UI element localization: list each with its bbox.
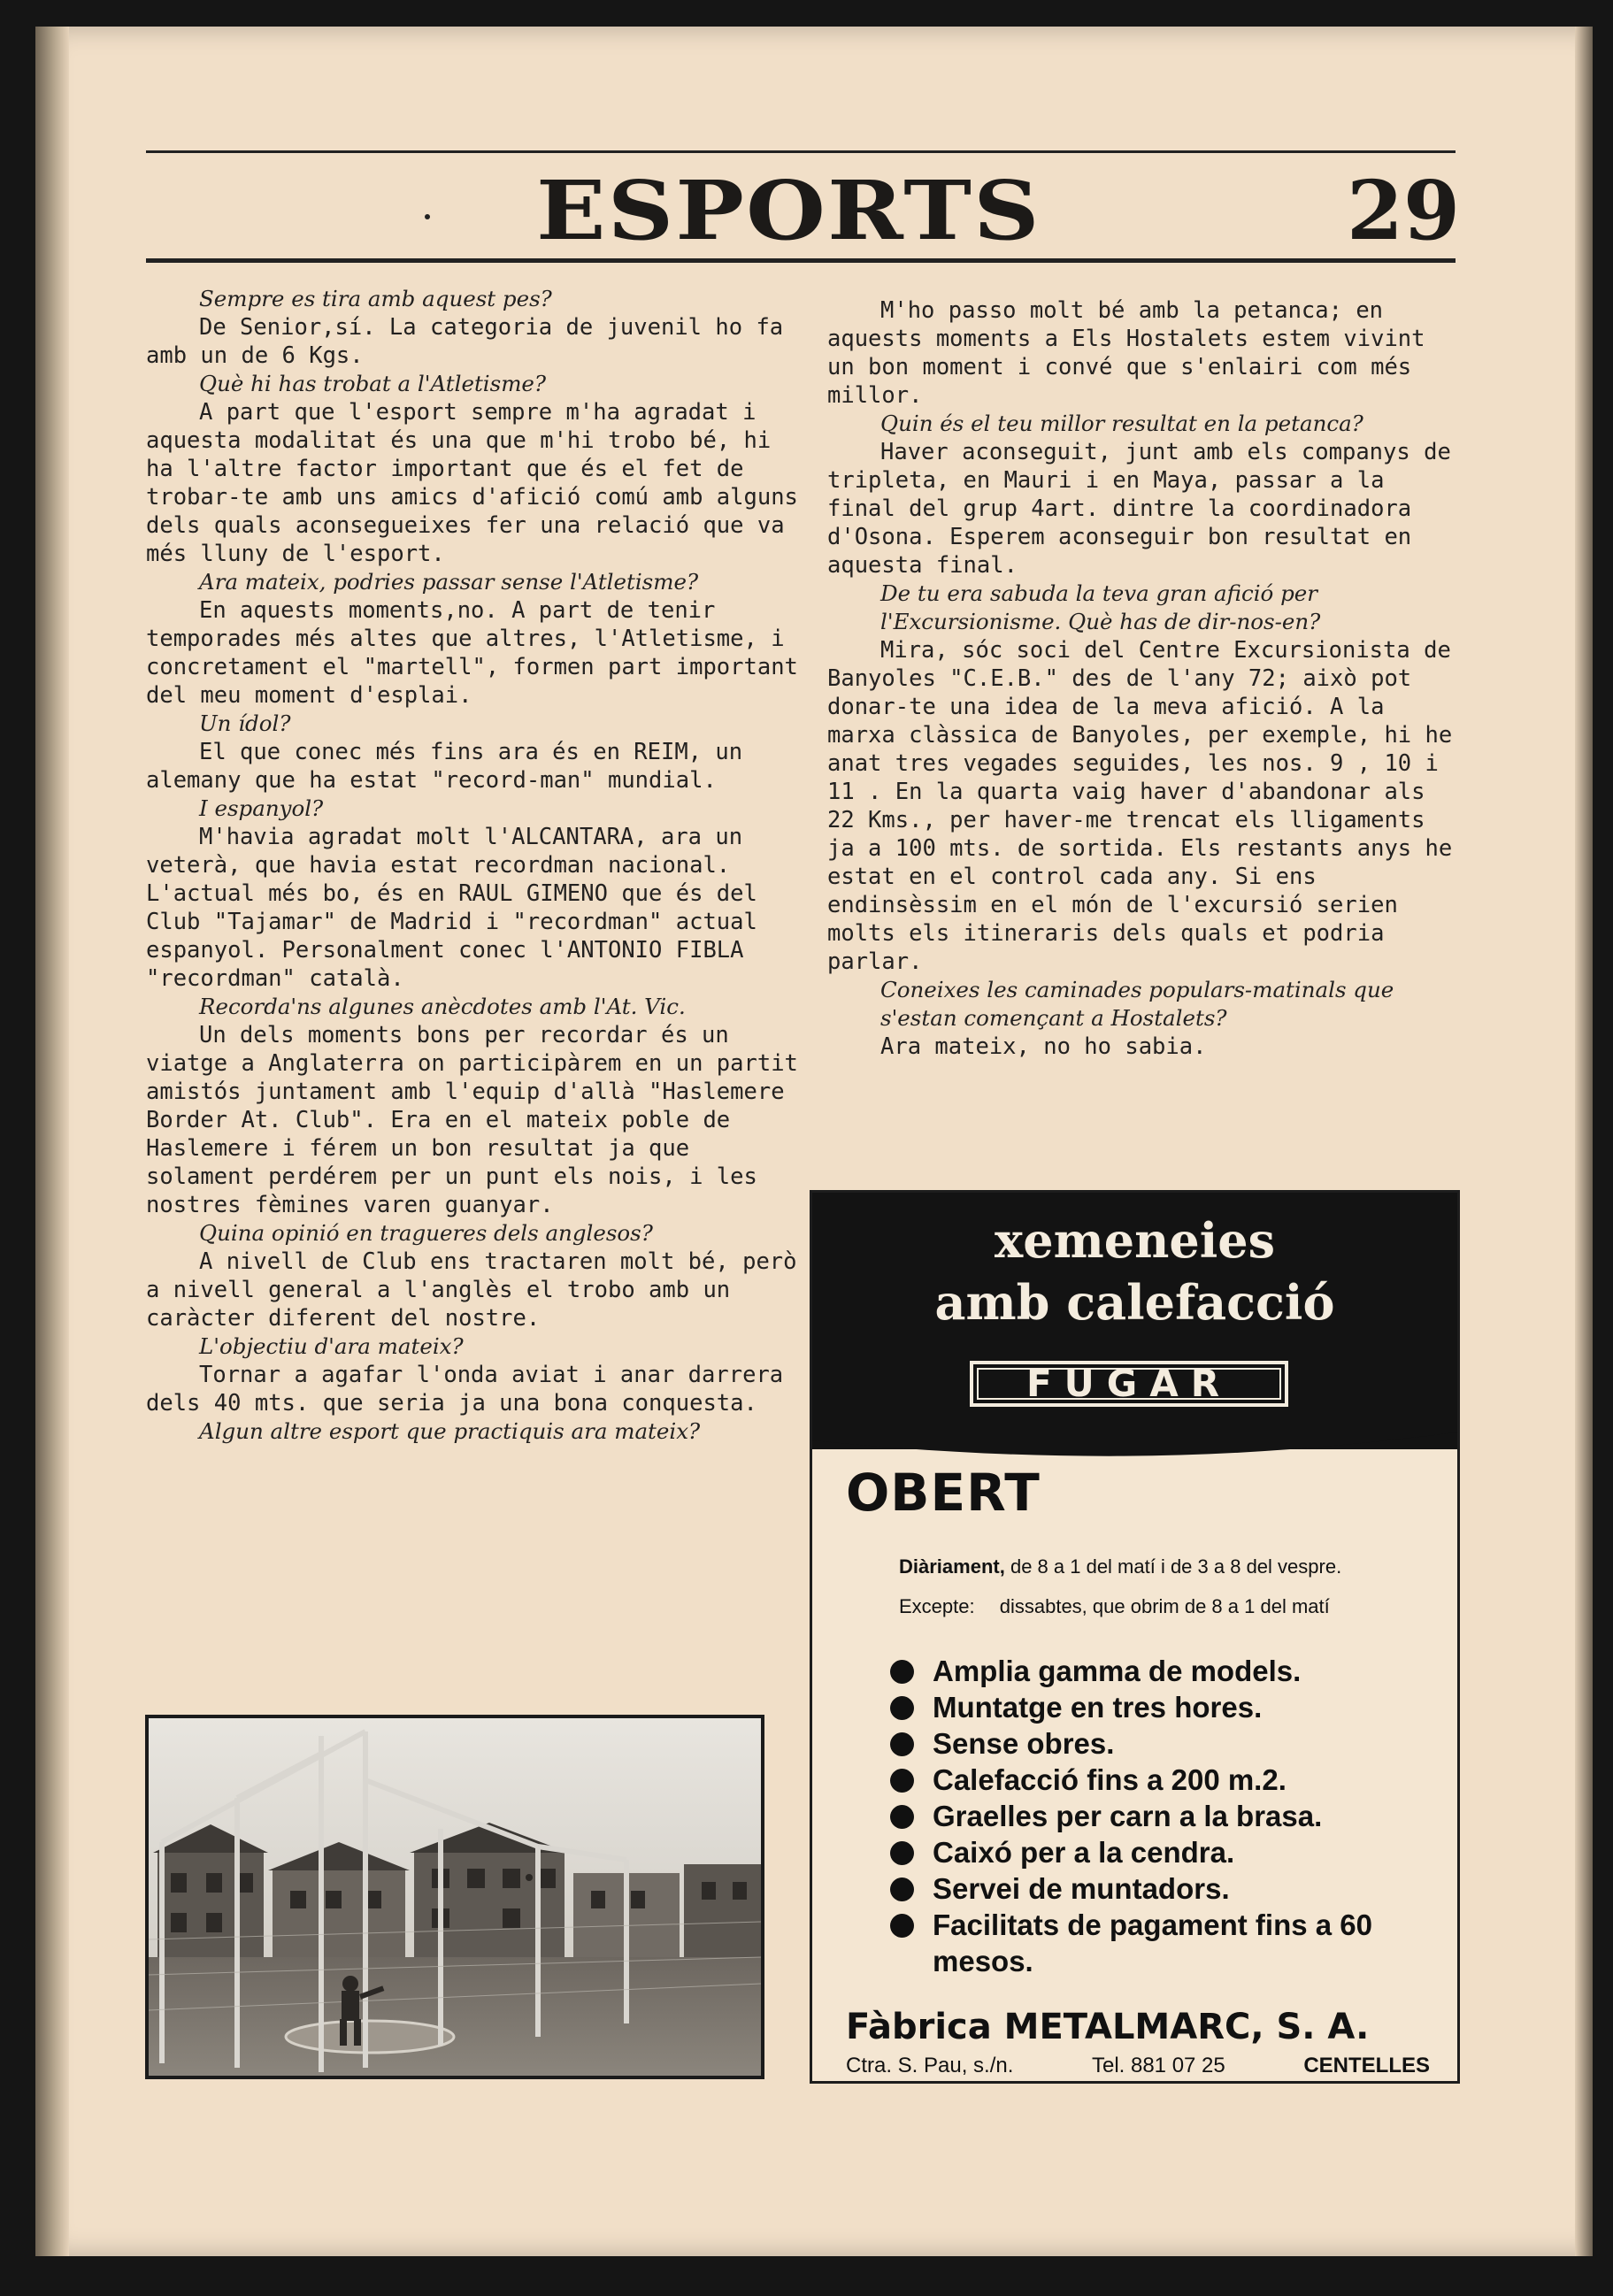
ad-feature-text: Graelles per carn a la brasa. (933, 1800, 1323, 1832)
photo-illustration (149, 1718, 761, 2076)
page-edge (1575, 27, 1593, 2256)
interview-answer: El que conec més fins ara és en REIM, un alemany que ha estat "record-man" mundial. (146, 739, 743, 794)
ad-feature-text: Sense obres. (933, 1727, 1115, 1760)
ad-feature-text: Calefacció fins a 200 m.2. (933, 1763, 1287, 1796)
ad-feature-text: Amplia gamma de models. (933, 1655, 1302, 1687)
interview-question: Què hi has trobat a l'Atletisme? (199, 371, 547, 396)
ad-exceptions (899, 1595, 1330, 1618)
interview-question: Quina opinió en tragueres dels anglesos? (199, 1220, 653, 1246)
hammer-throw-cage-photo (145, 1715, 764, 2079)
bullet-icon (890, 1732, 914, 1756)
ad-opening-hours (899, 1555, 1448, 1578)
bullet-icon (890, 1914, 914, 1938)
fugar-fireplace-advertisement (810, 1190, 1460, 2084)
interview-answer: Mira, sóc soci del Centre Excursionista de Banyoles "C.E.B." des de l'any 72; això pot donar-te una idea de la meva afició. A la marxa clàssica de Banyoles, per exemple, hi he anat tres vegades seguides, les nos. 9 , 10 i 11 . En la quarta vaig haver d'abandonar als 22 Kms., per haver-me trencat els lligaments ja a 100 mts. de sortida. Els restants anys he estat en el control cada any. Si ens endinsèssim en el món de l'excursió serien molts els itineraris dels quals et podria parlar. (827, 637, 1453, 975)
page-number: 29 (1346, 163, 1460, 258)
interview-question: Sempre es tira amb aquest pes? (199, 286, 552, 311)
interview-question: Coneixes les caminades populars-matinals que s'estan començant a Hostalets? (880, 977, 1394, 1031)
ad-headline-line1: xemeneies (995, 1212, 1275, 1269)
bullet-icon (890, 1696, 914, 1720)
magazine-page (35, 27, 1593, 2256)
ad-manufacturer: Fàbrica METALMARC, S. A. (846, 2007, 1370, 2047)
interview-question: De tu era sabuda la teva gran afició per l'Excursionisme. Què has de dir-nos-en? (880, 580, 1321, 634)
fugar-logo-frame (977, 1368, 1281, 1400)
ad-feature-item (890, 1725, 1439, 1762)
article-column-left (146, 285, 801, 1446)
bullet-icon (890, 1841, 914, 1865)
ad-feature-item (890, 1834, 1439, 1870)
interview-question: Un ídol? (199, 710, 291, 736)
interview-answer: A nivell de Club ens tractaren molt bé, però a nivell general a l'anglès el trobo amb un caràcter diferent del nostre. (146, 1248, 797, 1332)
bullet-icon (890, 1805, 914, 1829)
ad-address: Ctra. S. Pau, s./n. (846, 2054, 1014, 2077)
interview-question: Quin és el teu millor resultat en la petanca? (880, 411, 1363, 436)
bullet-icon (890, 1877, 914, 1901)
interview-answer: Tornar a agafar l'onda aviat i anar darrera dels 40 mts. que seria ja una bona conquesta. (146, 1362, 784, 1417)
ad-hours-label: Diàriament, (899, 1555, 1005, 1578)
ad-phone: Tel. 881 07 25 (1091, 2054, 1225, 2077)
header-dot (425, 214, 430, 219)
interview-answer: De Senior,sí. La categoria de juvenil ho fa amb un de 6 Kgs. (146, 314, 784, 369)
interview-question: Ara mateix, podries passar sense l'Atletisme? (199, 569, 699, 595)
ad-feature-item (890, 1870, 1439, 1907)
interview-answer: M'havia agradat molt l'ALCANTARA, ara un veterà, que havia estat recordman nacional. L'actual més bo, és en RAUL GIMENO que és del Club "Tajamar" de Madrid i "recordman" actual espanyol. Personalment conec l'ANTONIO FIBLA "recordman" català. (146, 824, 757, 992)
ad-headline-line2: amb calefacció (934, 1274, 1335, 1331)
interview-question: I espanyol? (199, 795, 324, 821)
bullet-icon (890, 1660, 914, 1684)
section-title: ESPORTS (536, 163, 1041, 258)
bullet-icon (890, 1769, 914, 1793)
ad-feature-item (890, 1907, 1439, 1979)
ad-feature-text: Caixó per a la cendra. (933, 1836, 1235, 1869)
article-column-right (827, 296, 1464, 1061)
ad-feature-item (890, 1762, 1439, 1798)
ad-header-band (812, 1193, 1457, 1449)
page-spine (35, 27, 69, 2256)
interview-answer: M'ho passo molt bé amb la petanca; en aquests moments a Els Hostalets estem vivint un bon moment i convé que s'enlairi com més millor. (827, 297, 1425, 409)
header-rule-bottom (146, 258, 1456, 263)
fugar-logo-text: FUGAR (1025, 1362, 1233, 1405)
ad-contact-line (846, 2054, 1430, 2078)
header-rule-top (146, 150, 1456, 153)
ad-feature-text: Servei de muntadors. (933, 1872, 1230, 1905)
interview-question: L'objectiu d'ara mateix? (199, 1333, 464, 1359)
interview-question: Recorda'ns algunes anècdotes amb l'At. Vic. (199, 994, 686, 1019)
ad-feature-text: Muntatge en tres hores. (933, 1691, 1263, 1724)
interview-answer: Ara mateix, no ho sabia. (880, 1033, 1207, 1060)
interview-answer: Haver aconseguit, junt amb els companys de tripleta, en Mauri i en Maya, passar a la final del grup 4art. dintre la coordinadora d'Osona. Esperem aconseguir bon resultat en aquesta final. (827, 439, 1451, 579)
ad-feature-text: Facilitats de pagament fins a 60 mesos. (933, 1908, 1372, 1977)
interview-answer: Un dels moments bons per recordar és un viatge a Anglaterra on participàrem en un partit amistós juntament amb l'equip d'allà "Haslemere Border At. Club". Era en el mateix poble de Haslemere i férem un bon resultat ja que solament perdérem per un punt els nois, i les nostres fèmines varen guanyar. (146, 1022, 798, 1218)
ad-feature-item (890, 1798, 1439, 1834)
ad-except-label: Excepte: (899, 1595, 975, 1617)
ad-hours-text: de 8 a 1 del matí i de 3 a 8 del vespre. (1010, 1555, 1342, 1578)
ad-status-open: OBERT (846, 1463, 1041, 1523)
ad-feature-item (890, 1689, 1439, 1725)
interview-answer: A part que l'esport sempre m'ha agradat i aquesta modalitat és una que m'hi trobo bé, hi ha l'altre factor important que és el fet de trobar-te amb uns amics d'afició comú amb alguns dels quals aconsegueixes fer una relació que va més lluny de l'esport. (146, 399, 798, 567)
interview-question: Algun altre esport que practiquis ara mateix? (199, 1418, 701, 1444)
ad-feature-list (890, 1653, 1439, 1979)
interview-answer: En aquests moments,no. A part de tenir temporades més altes que altres, l'Atletisme, i concretament el "martell", formen part important del meu moment d'esplai. (146, 597, 798, 709)
ad-city: CENTELLES (1303, 2054, 1430, 2077)
fugar-logo (970, 1361, 1288, 1407)
ad-feature-item (890, 1653, 1439, 1689)
ad-except-text: dissabtes, que obrim de 8 a 1 del matí (999, 1595, 1330, 1617)
